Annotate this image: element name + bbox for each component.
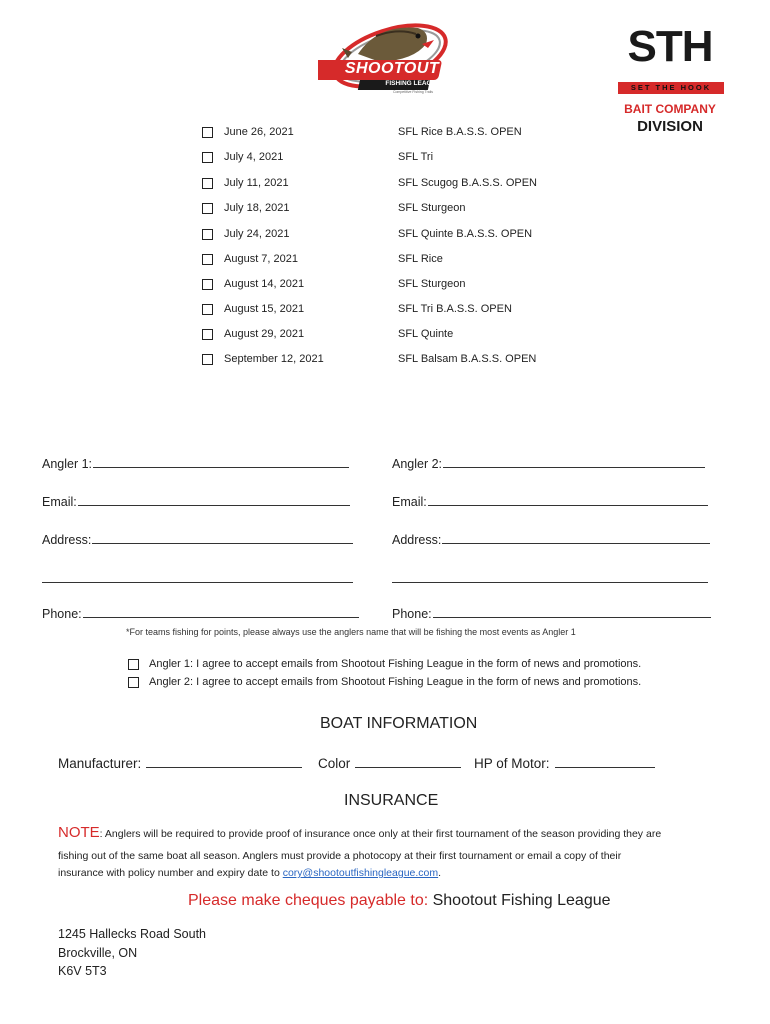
angler1-label: Angler 1:: [42, 457, 93, 471]
phone-label: Phone:: [392, 607, 432, 621]
logo-right-line1: BAIT COMPANY: [624, 102, 716, 116]
consent-text: Angler 2: I agree to accept emails from Shootout Fishing League in the form of news and promotions.: [149, 676, 642, 688]
logo-left-title: SHOOTOUT: [344, 60, 440, 77]
event-checkbox[interactable]: [202, 279, 213, 290]
angler2-phone-field[interactable]: [392, 605, 711, 621]
phone-label: Phone:: [42, 607, 82, 621]
event-row: [202, 351, 562, 371]
event-date: July 24, 2021: [224, 228, 290, 240]
event-checkbox[interactable]: [202, 152, 213, 163]
manufacturer-line[interactable]: [146, 755, 302, 768]
insurance-line1: [58, 824, 738, 843]
address-line1: 1245 Hallecks Road South: [58, 927, 207, 941]
teams-note: *For teams fishing for points, please always use the anglers name that will be fishing the most events as Angler 1: [126, 627, 576, 637]
event-name: SFL Quinte B.A.S.S. OPEN: [398, 228, 533, 240]
angler1-address-field[interactable]: [42, 531, 353, 547]
event-row: [202, 276, 562, 296]
event-checkbox[interactable]: [202, 329, 213, 340]
event-date: August 15, 2021: [224, 303, 305, 315]
color-field[interactable]: [318, 755, 461, 771]
event-name: SFL Scugog B.A.S.S. OPEN: [398, 177, 537, 189]
event-row: [202, 175, 562, 195]
event-checkbox[interactable]: [202, 178, 213, 189]
event-name: SFL Sturgeon: [398, 202, 466, 214]
cheque-instruction: [188, 892, 611, 910]
event-date: September 12, 2021: [224, 353, 324, 365]
event-checkbox[interactable]: [202, 229, 213, 240]
event-name: SFL Rice: [398, 253, 443, 265]
insurance-heading: INSURANCE: [344, 792, 439, 809]
insurance-text1: : Anglers will be required to provide proof of insurance once only at their first tournament of the season providing they are: [99, 828, 662, 840]
event-checkbox[interactable]: [202, 254, 213, 265]
color-line[interactable]: [355, 755, 461, 768]
logo-right-line2: DIVISION: [637, 118, 703, 135]
event-name: SFL Sturgeon: [398, 278, 466, 290]
email-label: Email:: [42, 495, 77, 509]
angler2-line[interactable]: [443, 455, 705, 468]
logo-left-tagline: Competitive Fishing Trails: [392, 90, 434, 94]
angler2-label: Angler 2:: [392, 457, 443, 471]
hp-line[interactable]: [555, 755, 655, 768]
insurance-email-link[interactable]: cory@shootoutfishingleague.com: [282, 867, 439, 879]
event-row: [202, 326, 562, 346]
hp-field[interactable]: [474, 755, 655, 771]
event-name: SFL Quinte: [398, 328, 454, 340]
angler1-field[interactable]: [42, 455, 349, 471]
angler2-address-line2[interactable]: [392, 581, 708, 583]
logo-left-subtitle: FISHING LEAGUE: [385, 80, 441, 87]
manufacturer-field[interactable]: [58, 755, 302, 771]
event-name: SFL Balsam B.A.S.S. OPEN: [398, 353, 537, 365]
event-date: August 7, 2021: [224, 253, 299, 265]
cheque-prefix: Please make cheques payable to:: [188, 892, 429, 909]
angler2-address-field[interactable]: [392, 531, 710, 547]
manufacturer-label: Manufacturer:: [58, 756, 142, 771]
event-checkbox[interactable]: [202, 304, 213, 315]
insurance-line3: [58, 865, 738, 882]
consent-text: Angler 1: I agree to accept emails from Shootout Fishing League in the form of news and promotions.: [149, 658, 642, 670]
event-date: August 29, 2021: [224, 328, 305, 340]
event-checkbox[interactable]: [202, 354, 213, 365]
event-row: [202, 301, 562, 321]
event-date: July 4, 2021: [224, 151, 284, 163]
event-checkbox[interactable]: [202, 127, 213, 138]
angler2-email-field[interactable]: [392, 493, 708, 509]
note-label: NOTE: [58, 824, 100, 841]
insurance-line2: fishing out of the same boat all season. Anglers must provide a photocopy at their first tournament or email a copy of their: [58, 850, 622, 862]
event-date: July 18, 2021: [224, 202, 290, 214]
event-date: July 11, 2021: [224, 177, 289, 189]
event-date: June 26, 2021: [224, 126, 294, 138]
angler1-email-field[interactable]: [42, 493, 350, 509]
event-name: SFL Tri: [398, 151, 434, 163]
event-name: SFL Rice B.A.S.S. OPEN: [398, 126, 522, 138]
address-line2: Brockville, ON: [58, 946, 138, 960]
address-label: Address:: [42, 533, 92, 547]
logo-right-mark: STH: [627, 22, 713, 71]
color-label: Color: [318, 756, 351, 771]
angler2-email-line[interactable]: [428, 493, 708, 506]
event-name: SFL Tri B.A.S.S. OPEN: [398, 303, 512, 315]
angler2-field[interactable]: [392, 455, 705, 471]
event-row: [202, 251, 562, 271]
boat-info-heading: BOAT INFORMATION: [320, 715, 478, 732]
angler2-address-line[interactable]: [442, 531, 710, 544]
angler2-phone-line[interactable]: [433, 605, 711, 618]
event-row: [202, 226, 562, 246]
angler1-address-line2[interactable]: [42, 581, 353, 583]
consent-checkbox[interactable]: [128, 677, 139, 688]
shootout-logo: [318, 14, 460, 98]
angler1-email-line[interactable]: [78, 493, 350, 506]
set-the-hook-logo: [612, 24, 728, 138]
angler1-address-line[interactable]: [92, 531, 353, 544]
angler1-phone-line[interactable]: [83, 605, 359, 618]
angler1-line[interactable]: [93, 455, 349, 468]
logo-right-strip: SET THE HOOK: [618, 82, 724, 94]
hp-label: HP of Motor:: [474, 756, 550, 771]
event-row: [202, 200, 562, 220]
event-checkbox[interactable]: [202, 203, 213, 214]
event-row: [202, 149, 562, 169]
email-label: Email:: [392, 495, 427, 509]
address-line3: K6V 5T3: [58, 964, 107, 978]
angler1-phone-field[interactable]: [42, 605, 359, 621]
consent-checkbox[interactable]: [128, 659, 139, 670]
event-date: August 14, 2021: [224, 278, 305, 290]
cheque-payee: Shootout Fishing League: [432, 892, 611, 909]
insurance-text3-end: .: [438, 867, 442, 879]
event-row: [202, 124, 562, 144]
address-label: Address:: [392, 533, 442, 547]
insurance-text3: insurance with policy number and expiry date to: [58, 867, 283, 879]
